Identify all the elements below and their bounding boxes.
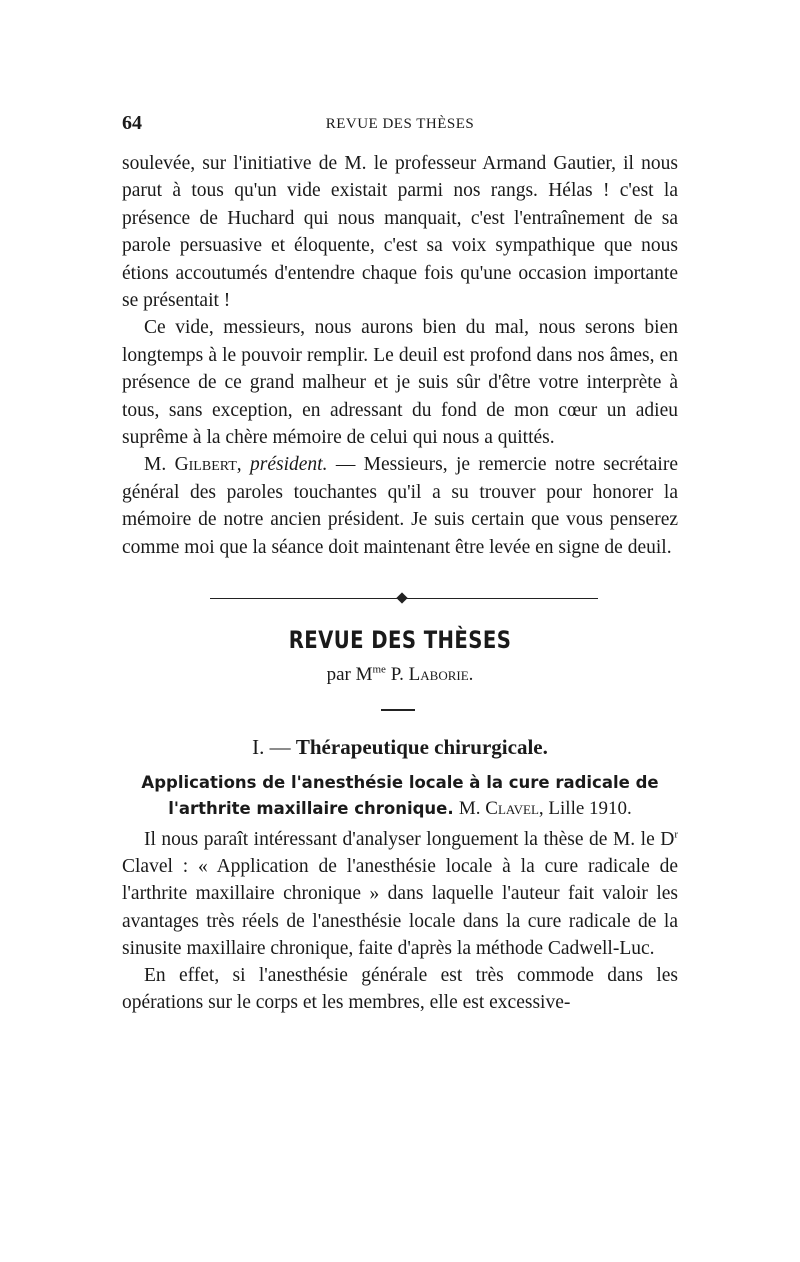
running-title: REVUE DES THÈSES (325, 116, 475, 132)
ornamental-rule (210, 590, 598, 606)
page-header (122, 112, 678, 138)
paragraph: Ce vide, messieurs, nous aurons bien du mal, nous serons bien longtemps à le pouvoir remplir. Le deuil est profond dans nos âmes, en présence de ce grand malheur et je suis sûr d'être votre interprète à tous, sans exception, en adressant du fond de mon cœur un adieu suprême à la chère mémoire de celui qui nous a quittés. (122, 317, 678, 449)
continued-text (122, 150, 678, 561)
author-initial: P. (390, 664, 404, 685)
section-title: REVUE DES THÈSES (288, 626, 512, 654)
paragraph-president-speech (122, 451, 678, 561)
author-title: $M^{me}$ (355, 663, 386, 685)
paragraph: soulevée, sur l'initiative de M. le professeur Armand Gautier, il nous parut à tous qu'un vide existait parmi nos rangs. Hélas ! c'est la présence de Huchard qui nous manquait, c'est l'entraînement de sa parole persuasive et éloquente, c'est sa voix sympathique que nous étions accoutumés d'entendre chaque fois qu'une occasion importante se présentait ! (122, 153, 678, 312)
article-title: Applications de l'anesthésie locale à la cure radicale de l'arthrite maxillaire chronique. (141, 773, 659, 818)
paragraph: En effet, si l'anesthésie générale est très commode dans les opérations sur le corps et les membres, elle est excessive- (122, 965, 678, 1014)
review-text (122, 826, 678, 1016)
speaker-role: président. (250, 454, 328, 476)
speaker-name: Gilbert, (174, 454, 242, 476)
paragraph: Il nous paraît intéressant d'analyser longuement la thèse de M. le $D^r$ Clavel : « Application de l'anesthésie locale à la cure radicale de l'arthrite maxillaire chronique » dans laquelle l'auteur fait valoir les avantages très réels de l'anesthésie locale dans la cure radicale de la sinusite maxillaire chronique, faite d'après la méthode Cadwell-Luc. (122, 828, 678, 959)
chapter-numeral: I. — (252, 735, 291, 759)
speech-text: — Messieurs, je remercie notre secrétaire général des paroles touchantes qu'il a su trouver pour honorer la mémoire de notre ancien président. Je suis certain que vous penserez comme moi que la séance doit maintenant être levée en signe de deuil. (122, 454, 678, 558)
article-reference: M. Clavel, Lille 1910. (458, 798, 632, 819)
short-divider (381, 709, 415, 711)
author-name: Laborie. (408, 664, 474, 685)
byline (122, 664, 678, 686)
chapter-title: Thérapeutique chirurgicale. (295, 735, 548, 759)
article-heading (122, 770, 678, 822)
diamond-ornament-icon (396, 592, 407, 603)
page-number: 64 (122, 112, 142, 134)
speaker-prefix: M. (144, 454, 167, 476)
byline-prefix: par (326, 664, 351, 685)
chapter-heading (122, 735, 678, 760)
